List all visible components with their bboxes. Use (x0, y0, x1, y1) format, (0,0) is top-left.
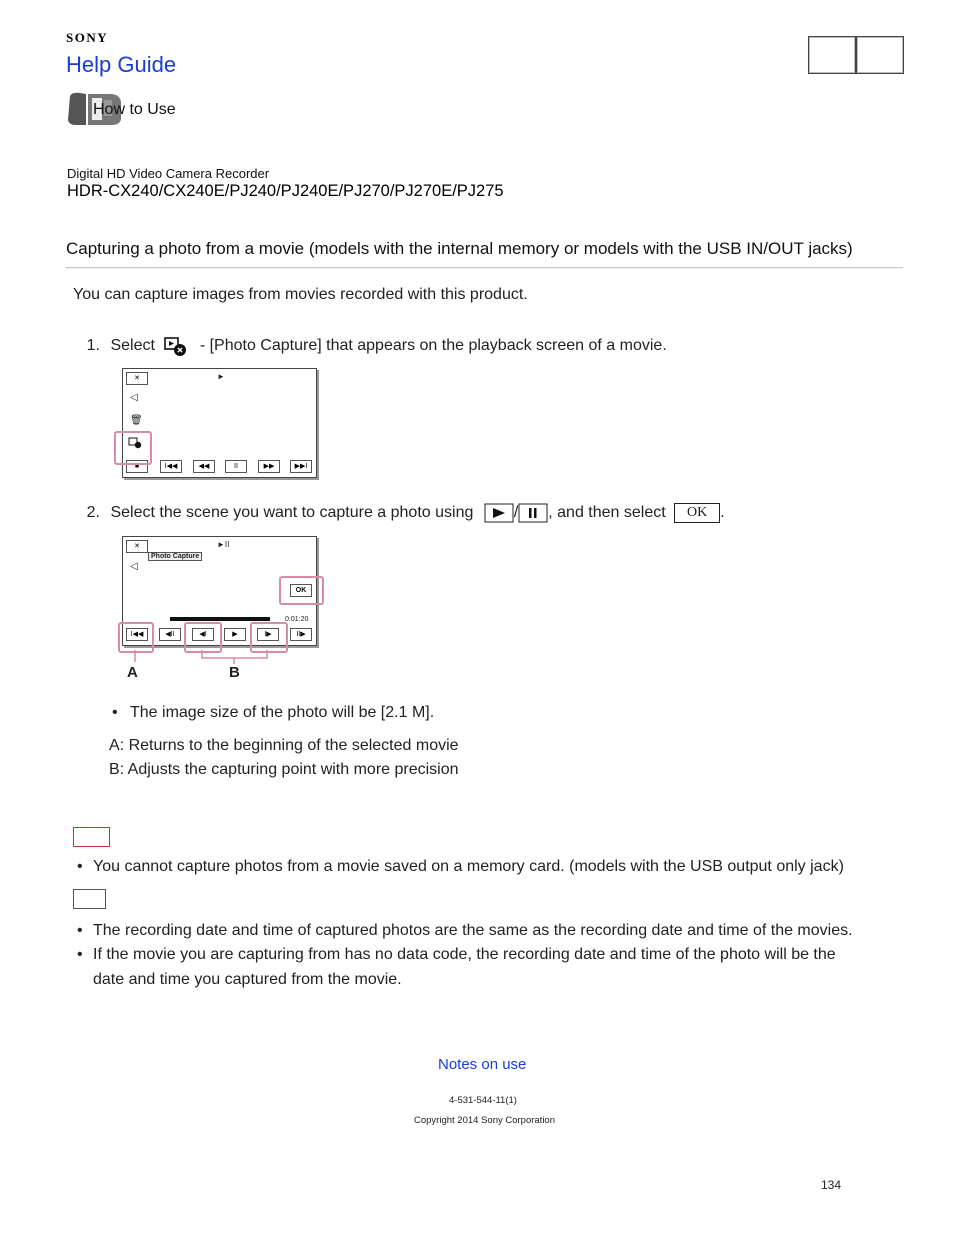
step-1 (80, 335, 667, 357)
progress-bar (170, 617, 270, 621)
time-counter: 0:01:20 (285, 616, 309, 623)
help-guide-title[interactable]: Help Guide (66, 52, 177, 77)
sony-logo: SONY (66, 30, 109, 45)
page-title: Capturing a photo from a movie (models with the internal memory or models with the USB IN/OUT jacks) (66, 239, 853, 258)
copyright: Copyright 2014 Sony Corporation (414, 1115, 556, 1126)
legend-a: A: Returns to the beginning of the selected movie (109, 737, 459, 754)
label-a: A (127, 664, 138, 681)
slow-back-button: ◀II (159, 628, 181, 641)
note-item-2-continued: date and time you captured from the movie. (93, 971, 402, 988)
volume-icon: ◁ (130, 392, 138, 403)
play-button: ▶ (224, 628, 246, 641)
skip-back-button: I◀◀ (126, 628, 148, 641)
note-item-2: • If the movie you are capturing from has no data code, the recording date and time of the photo will be the (77, 946, 836, 963)
delete-icon: 🗑 (130, 415, 143, 426)
step-text-before: Select (110, 337, 155, 355)
note-text: The recording date and time of captured photos are the same as the recording date and time of the movies. (93, 922, 853, 939)
step-text-end: . (720, 504, 725, 522)
next-page-button[interactable] (856, 36, 904, 74)
ok-button: OK (290, 584, 312, 597)
frame-forward-button: I▶ (257, 628, 279, 641)
play-icon (484, 503, 514, 523)
ok-icon: OK (674, 503, 720, 523)
pause-icon (518, 503, 548, 523)
legend-b: B: Adjusts the capturing point with more precision (109, 761, 459, 778)
frame-back-button: ◀I (192, 628, 214, 641)
caution-text: You cannot capture photos from a movie saved on a memory card. (models with the USB output only jack) (93, 858, 844, 875)
slow-forward-button: II▶ (290, 628, 312, 641)
notes-on-use-link[interactable]: Notes on use (438, 1056, 527, 1073)
slash-separator: / (513, 504, 519, 522)
model-names: HDR-CX240/CX240E/PJ240/PJ240E/PJ270/PJ270E/PJ275 (67, 182, 504, 200)
play-pause-status-icon: ►II (217, 540, 230, 549)
caution-item: • You cannot capture photos from a movie saved on a memory card. (models with the USB output only jack) (77, 858, 844, 875)
title-divider (66, 267, 903, 268)
pause-button: II (225, 460, 247, 473)
stop-button: ■ (126, 460, 148, 473)
skip-back-button: I◀◀ (160, 460, 182, 473)
breadcrumb-how-to-use[interactable]: How to Use (93, 101, 176, 118)
step-text-middle: , and then select (548, 504, 666, 522)
product-category: Digital HD Video Camera Recorder (67, 166, 270, 181)
play-status-icon: ► (217, 372, 225, 381)
rewind-button: ◀◀ (193, 460, 215, 473)
ok-highlight (279, 576, 324, 605)
prev-page-button[interactable] (808, 36, 856, 74)
step-2 (80, 503, 725, 523)
photo-capture-label: Photo Capture (148, 552, 202, 561)
image-size-bullet: • The image size of the photo will be [2.1 M]. (112, 704, 435, 721)
label-b: B (229, 664, 240, 681)
note-text: If the movie you are capturing from has no data code, the recording date and time of the photo will be the (93, 946, 836, 963)
bullet-text: The image size of the photo will be [2.1 M]. (130, 704, 435, 721)
step-text-before: Select the scene you want to capture a photo using (110, 504, 474, 522)
page-number: 134 (821, 1178, 842, 1192)
photo-capture-icon (163, 335, 189, 357)
skip-forward-button: ▶▶I (290, 460, 312, 473)
document-code: 4-531-544-11(1) (449, 1095, 517, 1106)
step-text-after: - [Photo Capture] that appears on the playback screen of a movie. (199, 337, 667, 355)
volume-icon: ◁ (130, 561, 138, 572)
caution-heading-box (73, 827, 110, 847)
callout-lines (120, 648, 290, 670)
step-number: 2. (86, 504, 100, 522)
step-number: 1. (86, 337, 100, 355)
intro-text: You can capture images from movies recorded with this product. (73, 286, 528, 303)
note-item-1: • The recording date and time of captured photos are the same as the recording date and time of the movies. (77, 922, 853, 939)
fast-forward-button: ▶▶ (258, 460, 280, 473)
close-icon: ✕ (126, 372, 148, 385)
close-icon: ✕ (126, 540, 148, 553)
note-heading-box (73, 889, 106, 909)
photo-capture-highlight (114, 431, 152, 465)
